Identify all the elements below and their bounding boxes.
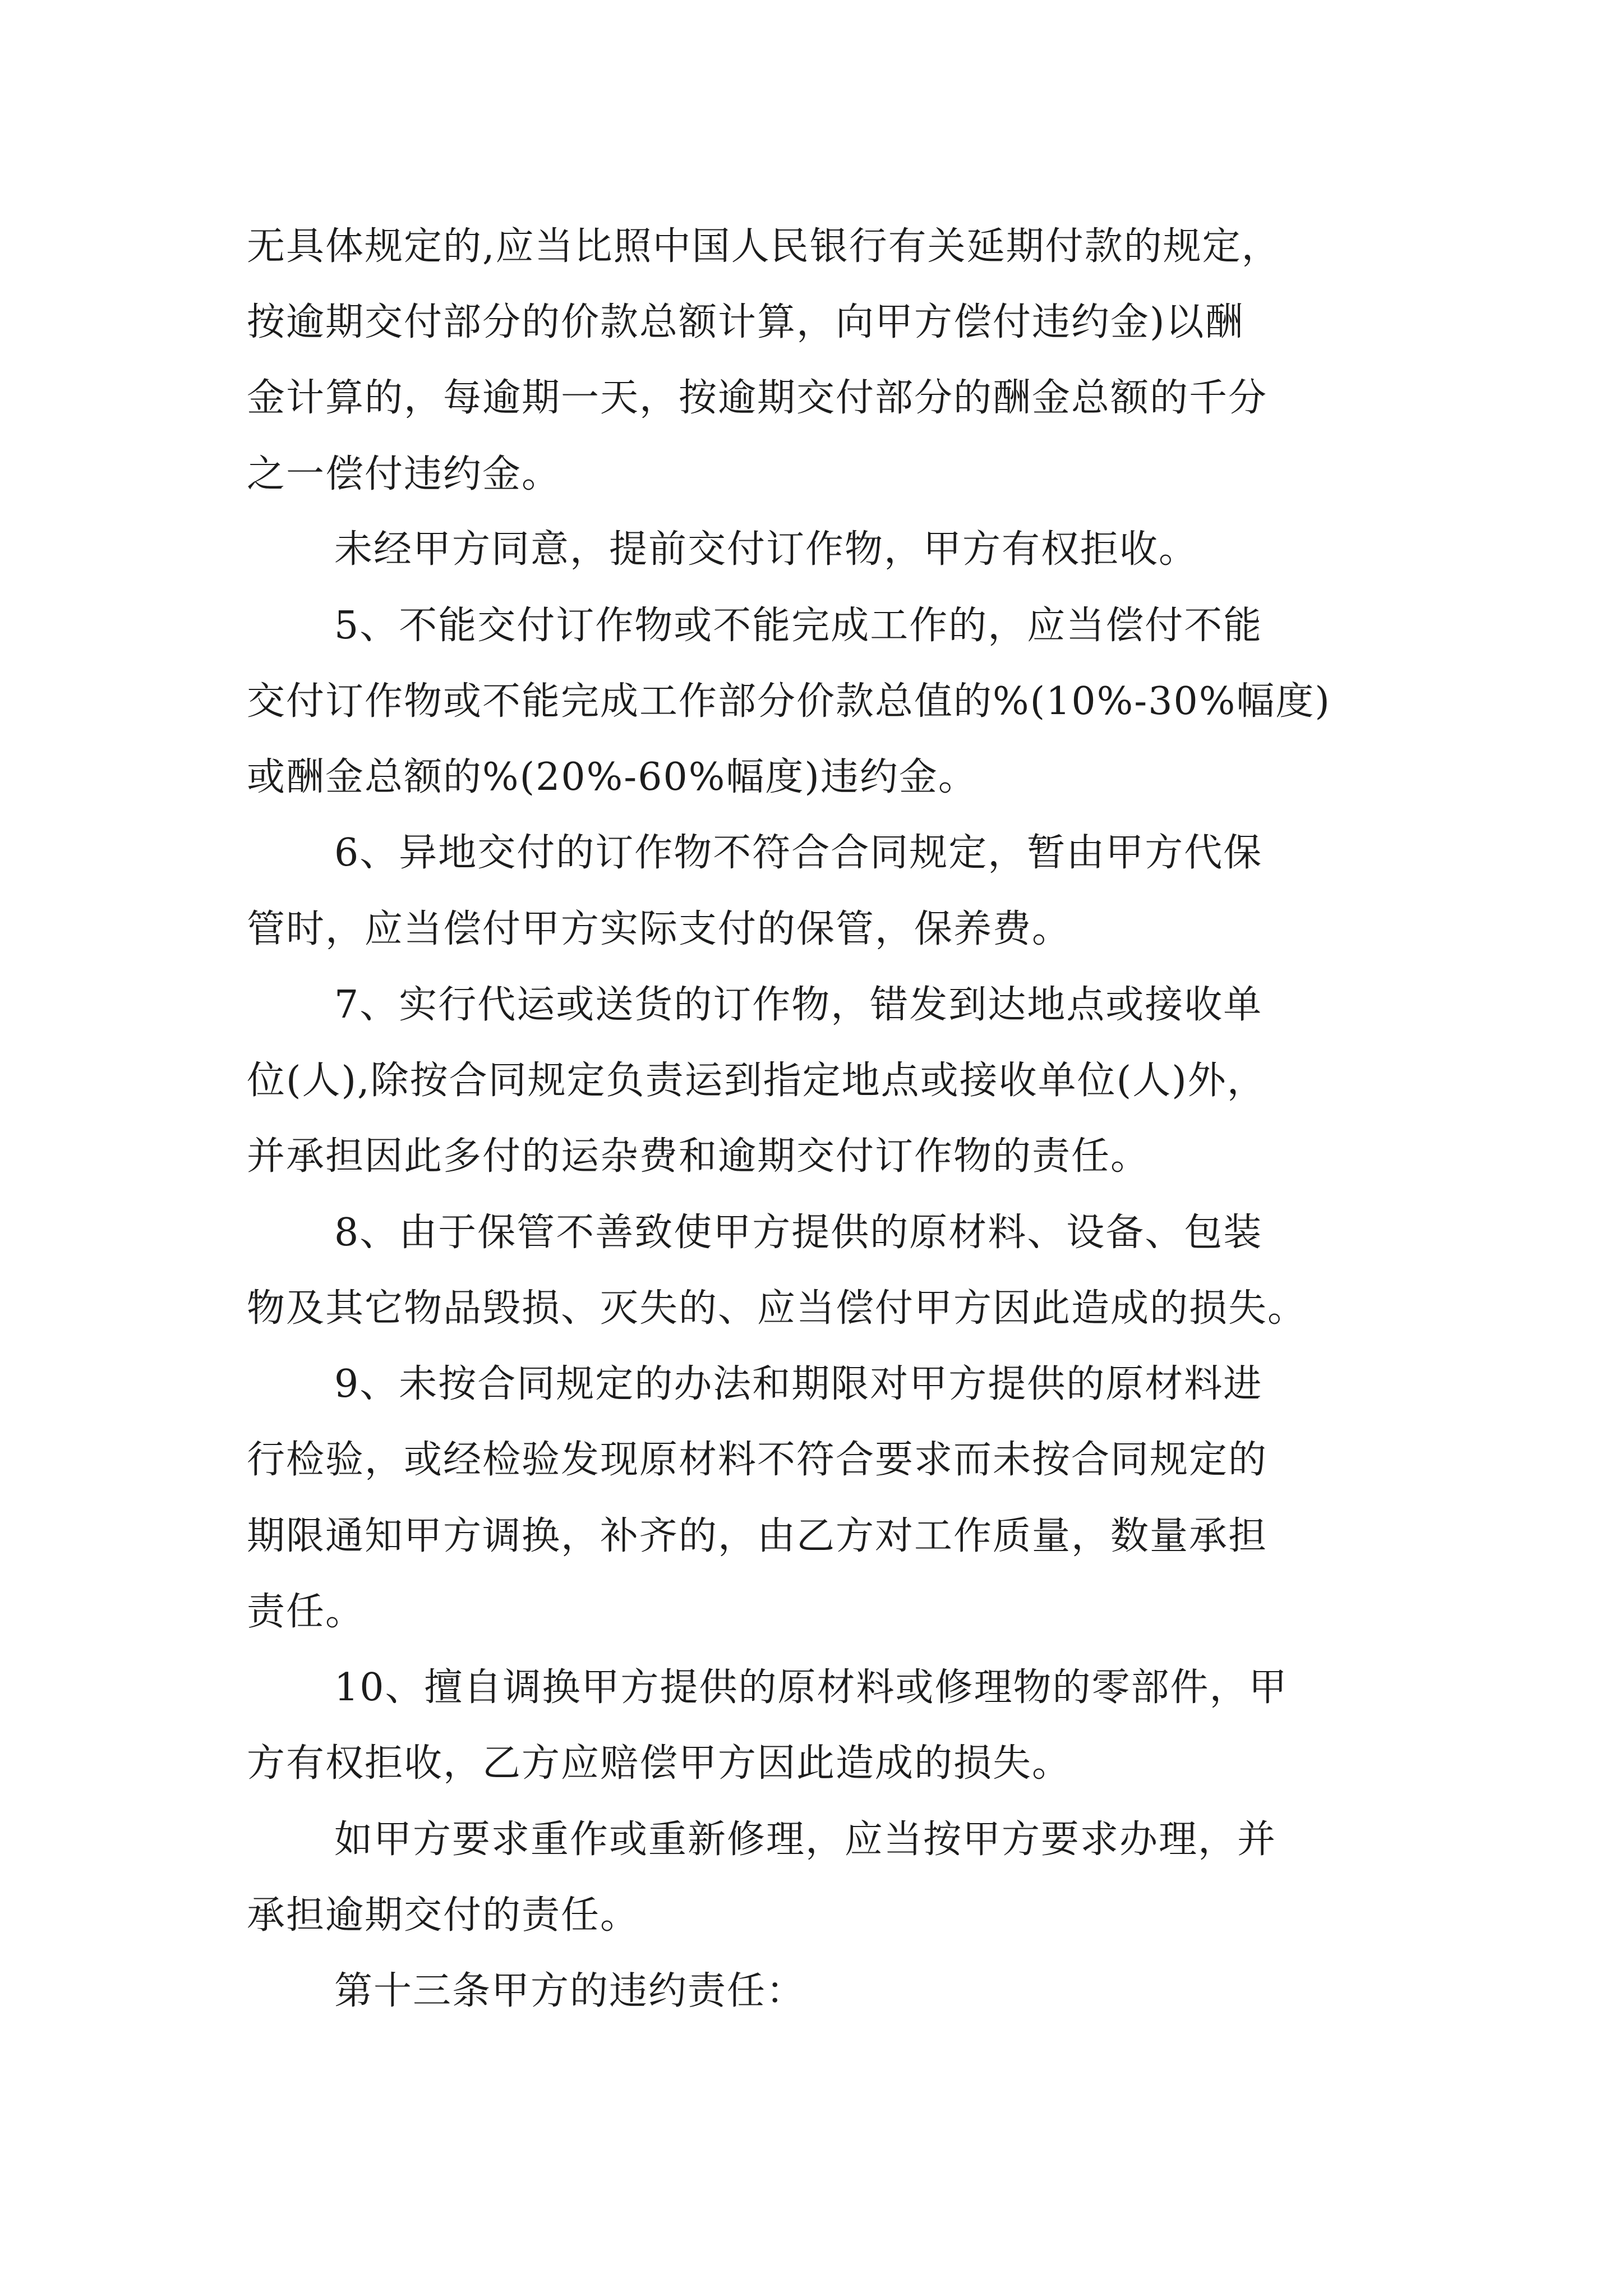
text-line: 并承担因此多付的运杂费和逾期交付订作物的责任。	[247, 1134, 1150, 1179]
text-line: 物及其它物品毁损、灭失的、应当偿付甲方因此造成的损失。	[247, 1286, 1307, 1331]
text-line: 责任。	[247, 1590, 365, 1634]
text-line: 位(人),除按合同规定负责运到指定地点或接收单位(人)外，	[247, 1059, 1266, 1103]
text-line: 方有权拒收，乙方应赔偿甲方因此造成的损失。	[247, 1741, 1072, 1786]
text-line: 金计算的，每逾期一天，按逾期交付部分的酬金总额的千分	[247, 376, 1268, 420]
text-line: 7、实行代运或送货的订作物，错发到达地点或接收单	[334, 983, 1263, 1027]
text-line: 未经甲方同意，提前交付订作物，甲方有权拒收。	[334, 527, 1198, 572]
text-line: 6、异地交付的订作物不符合合同规定，暂由甲方代保	[334, 831, 1263, 875]
text-line: 8、由于保管不善致使甲方提供的原材料、设备、包装	[334, 1211, 1263, 1255]
text-line: 管时，应当偿付甲方实际支付的保管，保养费。	[247, 907, 1072, 951]
text-line: 期限通知甲方调换，补齐的，由乙方对工作质量，数量承担	[247, 1514, 1268, 1558]
text-line: 行检验，或经检验发现原材料不符合要求而未按合同规定的	[247, 1438, 1268, 1482]
text-line: 或酬金总额的%(20%-60%幅度)违约金。	[247, 755, 978, 799]
text-line: 如甲方要求重作或重新修理，应当按甲方要求办理，并	[334, 1818, 1277, 1862]
text-line: 承担逾期交付的责任。	[247, 1893, 640, 1938]
text-line: 无具体规定的,应当比照中国人民银行有关延期付款的规定，	[247, 224, 1281, 269]
text-line: 交付订作物或不能完成工作部分价款总值的%(10%-30%幅度)	[247, 679, 1331, 724]
text-line: 5、不能交付订作物或不能完成工作的，应当偿付不能	[334, 604, 1263, 648]
text-line: 10、擅自调换甲方提供的原材料或修理物的零部件，甲	[334, 1665, 1288, 1710]
text-line: 9、未按合同规定的办法和期限对甲方提供的原材料进	[334, 1362, 1263, 1406]
text-line: 按逾期交付部分的价款总额计算，向甲方偿付违约金)以酬	[247, 300, 1244, 344]
text-line: 之一偿付违约金。	[247, 452, 561, 496]
text-line: 第十三条甲方的违约责任：	[334, 1969, 806, 2013]
